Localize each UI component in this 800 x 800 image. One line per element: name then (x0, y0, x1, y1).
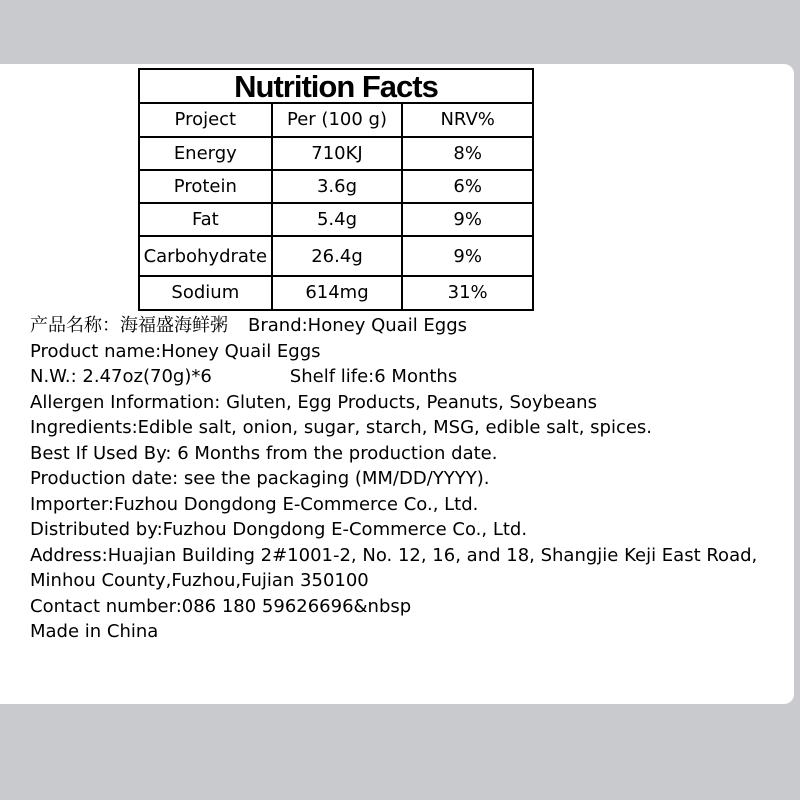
table-header-row (139, 103, 533, 136)
header-per-100g: Per (100 g) (272, 103, 403, 136)
production-date: Production date: see the packaging (MM/DD/YYYY). (30, 468, 490, 489)
row-nrv: 9% (402, 203, 533, 236)
row-nrv: 6% (402, 170, 533, 203)
address-line-2: Minhou County,Fuzhou,Fujian 350100 (30, 570, 369, 591)
best-by: Best If Used By: 6 Months from the production date. (30, 442, 498, 464)
row-label: Carbohydrate (139, 236, 272, 275)
table-row (139, 236, 533, 275)
row-value: 614mg (272, 276, 403, 310)
row-value: 26.4g (272, 236, 403, 275)
shelf-life: Shelf life:6 Months (289, 366, 458, 387)
name-brand-line (30, 313, 757, 339)
row-label: Protein (139, 170, 272, 203)
header-nrv: NRV% (402, 103, 533, 136)
row-label: Sodium (139, 276, 272, 310)
importer: Importer:Fuzhou Dongdong E-Commerce Co., Ltd. (30, 493, 479, 515)
row-label: Fat (139, 203, 272, 236)
row-value: 3.6g (272, 170, 403, 203)
chinese-product-name: 产品名称：海福盛海鲜粥 (30, 315, 228, 336)
table-row (139, 170, 533, 203)
row-nrv: 8% (402, 137, 533, 170)
country-of-origin: Made in China (30, 621, 159, 642)
net-weight: N.W.: 2.47oz(70g)*6 (30, 366, 212, 387)
brand: Brand:Honey Quail Eggs (248, 315, 468, 336)
nutrition-facts-title: Nutrition Facts (139, 69, 533, 103)
header-project: Project (139, 103, 272, 136)
row-label: Energy (139, 137, 272, 170)
address-line-1: Address:Huajian Building 2#1001-2, No. 12, 16, and 18, Shangjie Keji East Road, (30, 544, 758, 566)
product-name: Product name:Honey Quail Eggs (30, 340, 321, 362)
ingredients: Ingredients:Edible salt, onion, sugar, starch, MSG, edible salt, spices. (30, 417, 653, 438)
row-nrv: 9% (402, 236, 533, 275)
table-row (139, 203, 533, 236)
table-row (139, 137, 533, 170)
allergen-info: Allergen Information: Gluten, Egg Products, Peanuts, Soybeans (30, 391, 597, 413)
row-nrv: 31% (402, 276, 533, 310)
distributor: Distributed by:Fuzhou Dongdong E-Commerce Co., Ltd. (30, 519, 528, 540)
row-value: 710KJ (272, 137, 403, 170)
contact-number: Contact number:086 180 59626696&nbsp (30, 595, 412, 617)
row-value: 5.4g (272, 203, 403, 236)
nutrition-facts-table (138, 68, 534, 311)
table-row (139, 276, 533, 310)
product-info (30, 313, 757, 645)
weight-shelf-line (30, 364, 757, 390)
label-card (0, 64, 794, 704)
